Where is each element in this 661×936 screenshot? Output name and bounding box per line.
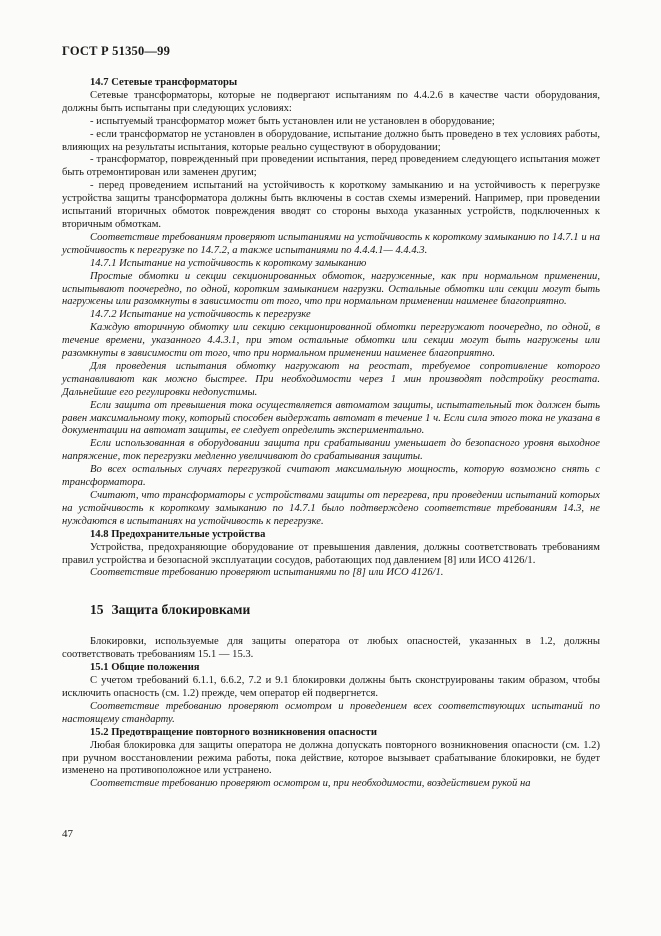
page-number: 47 — [62, 828, 73, 840]
section-title: Защита блокировками — [111, 602, 251, 618]
paragraph: Если использованная в оборудовании защита при срабатывании уменьшает до безопасного уровня выходное напряжение, ток перегрузки медленно увеличивают до срабатывания защиты. — [62, 438, 600, 463]
subsection-title-14-7-2: 14.7.2 Испытание на устойчивость к перегрузке — [90, 309, 311, 321]
paragraph: Если защита от превышения тока осуществляется автоматом защиты, испытательный ток должен быть равен максимальному току, который способен выдержать автомат в течение 1 ч. Если сила этого тока не указана в документации на автомат защиты, ее следует определить экспериментально. — [62, 399, 600, 437]
paragraph: Каждую вторичную обмотку или секцию секционированной обмотки перегружают поочередно, по одной, в течение времени, указанного 4.4.3.1, при этом остальные обмотки или секции могут быть нагружены или разомкнуты в зависимости от того, что при нормальном применении наименее благоприятно. — [62, 322, 600, 360]
compliance-note: Соответствие требованию проверяют осмотром и проведением всех соответствующих испытаний по настоящему стандарту. — [62, 700, 600, 725]
paragraph: С учетом требований 6.1.1, 6.6.2, 7.2 и 9.1 блокировки должны быть сконструированы таким образом, чтобы исключить опасность (см. 1.2) прежде, чем оператор ей подвергнется. — [62, 675, 600, 699]
paragraph: Сетевые трансформаторы, которые не подвергают испытаниям по 4.4.2.6 в качестве части оборудования, должны быть испытаны при следующих условиях: — [62, 89, 600, 114]
paragraph: Простые обмотки и секции секционированных обмоток, нагруженные, как при нормальном применении, испытывают поочередно, по одной, коротким замыканием нагрузки. Остальные обмотки или секции могут быть нагружены или разомкнуты в зависимости от того, что при нормальном применении наименее благоприятно. — [62, 270, 600, 308]
subsection-title-14-7-1: 14.7.1 Испытание на устойчивость к короткому замыканию — [90, 257, 367, 269]
list-item: - трансформатор, поврежденный при проведении испытания, перед проведением следующего испытания может быть отремонтирован или заменен другим; — [62, 154, 600, 179]
subsection-title-14-7: 14.7 Сетевые трансформаторы — [90, 77, 238, 88]
paragraph: Во всех остальных случаях перегрузкой считают максимальную мощность, которую возможно снять с трансформатора. — [62, 464, 600, 489]
compliance-note: Соответствие требованиям проверяют испытаниями на устойчивость к короткому замыканию по 14.7.1 и на устойчивость к перегрузке по 14.7.2, а также испытаниями по 4.4.4.1— 4.4.4.3. — [62, 231, 600, 256]
list-item: - если трансформатор не установлен в оборудование, испытание должно быть проведено в тех условиях работы, влияющих на результаты испытания, которые реально существуют в оборудовании; — [62, 128, 600, 153]
paragraph: Блокировки, используемые для защиты оператора от любых опасностей, указанных в 1.2, должны соответствовать требованиям 15.1 — 15.3. — [62, 636, 600, 661]
compliance-note: Соответствие требованию проверяют осмотром и, при необходимости, воздействием рукой на — [90, 778, 531, 790]
paragraph: Любая блокировка для защиты оператора не должна допускать повторного возникновения опасности (см. 1.2) при ручном восстановлении режима работы, пока действие, которое вызывает срабатывание блокировки, не будет изменено на противоположное или устранено. — [62, 739, 600, 777]
document-page — [62, 44, 600, 791]
subsection-title-15-1: 15.1 Общие положения — [90, 662, 200, 674]
list-item: - перед проведением испытаний на устойчивость к короткому замыканию и на устойчивость к перегрузке устройства защиты трансформатора должны быть включены в состав схемы измерений. Например, при проведении испытаний вторичных обмоток повреждения вводят со стороны выхода указанных устройств, подключенных к вторичным обмоткам. — [62, 180, 600, 230]
compliance-note: Соответствие требованию проверяют испытаниями по [8] или ИСО 4126/1. — [90, 567, 444, 579]
subsection-title-14-8: 14.8 Предохранительные устройства — [90, 528, 266, 540]
standard-header: ГОСТ Р 51350—99 — [62, 44, 171, 58]
section-heading-15 — [90, 602, 600, 618]
subsection-title-15-2: 15.2 Предотвращение повторного возникновения опасности — [90, 726, 377, 738]
paragraph: Считают, что трансформаторы с устройствами защиты от перегрева, при проведении испытаний которых на устойчивость к короткому замыканию по 14.7.1 было подтверждено соответствие требованиям 14.3, не нуждаются в испытаниях на устойчивость к перегрузке. — [62, 490, 600, 527]
paragraph: Устройства, предохраняющие оборудование от превышения давления, должны соответствовать требованиям правил устройства и безопасной эксплуатации сосудов, работающих под давлением [8] или ИСО 4126/1. — [62, 541, 600, 566]
paragraph: Для проведения испытания обмотку нагружают на реостат, требуемое сопротивление которого устанавливают как можно быстрее. При необходимости через 1 мин производят подстройку реостата. Дальнейшие его регулировки недопустимы. — [62, 360, 600, 398]
list-item: - испытуемый трансформатор может быть установлен или не установлен в оборудование; — [90, 115, 495, 127]
section-number: 15 — [90, 602, 104, 618]
